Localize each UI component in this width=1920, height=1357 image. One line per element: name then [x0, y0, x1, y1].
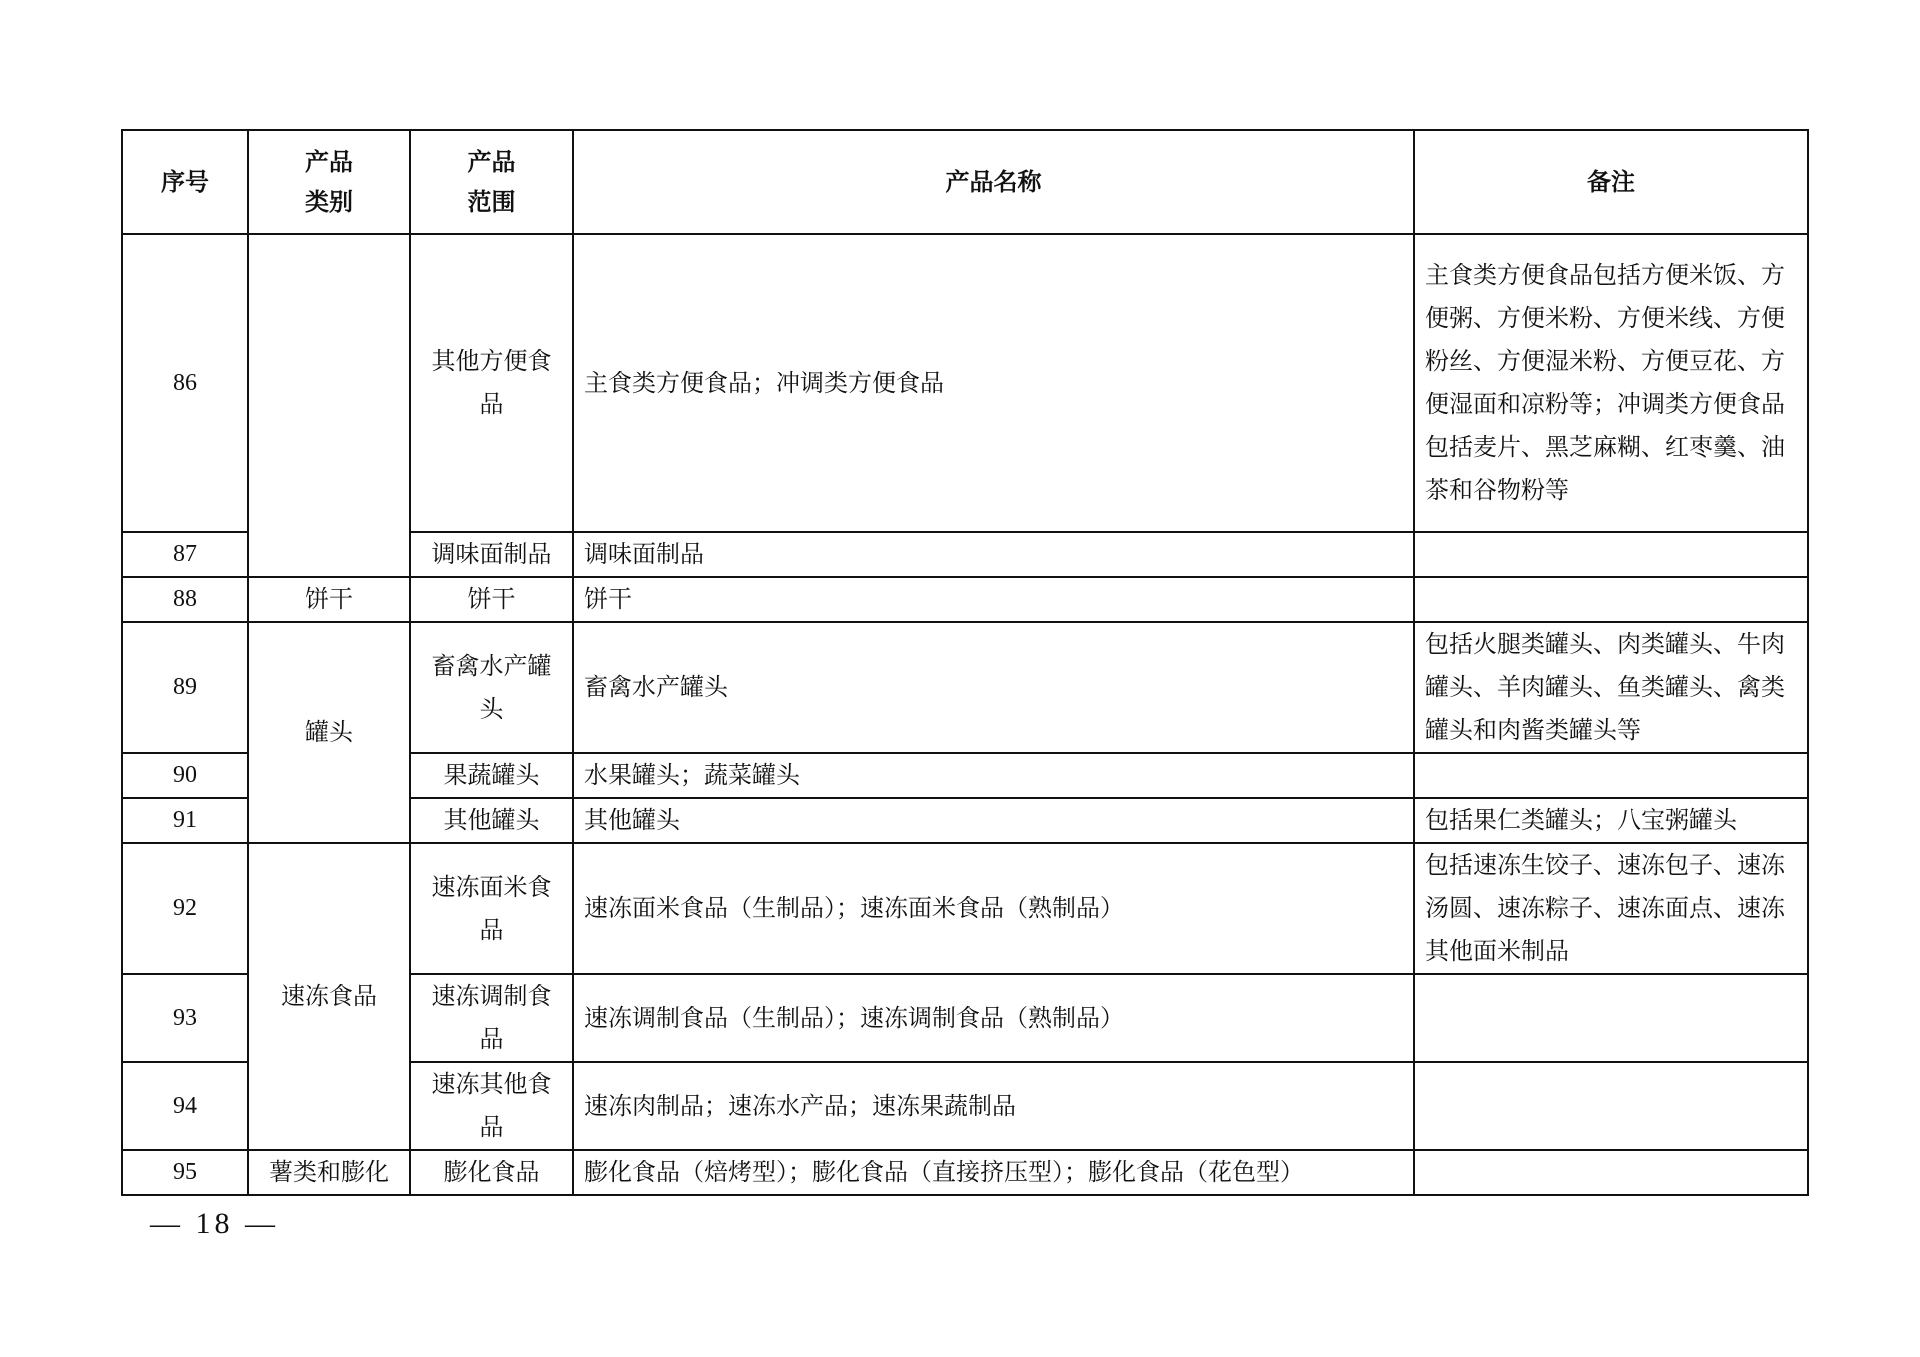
table-row	[122, 577, 1808, 622]
cell-remark	[1414, 753, 1808, 798]
cell-category: 罐头	[248, 622, 410, 843]
cell-remark	[1414, 1062, 1808, 1150]
cell-seq: 92	[122, 843, 248, 974]
cell-category: 薯类和膨化	[248, 1150, 410, 1195]
cell-seq: 93	[122, 974, 248, 1062]
cell-remark: 包括火腿类罐头、肉类罐头、牛肉罐头、羊肉罐头、鱼类罐头、禽类罐头和肉酱类罐头等	[1414, 622, 1808, 753]
cell-seq: 91	[122, 798, 248, 843]
cell-name: 速冻面米食品（生制品）；速冻面米食品（熟制品）	[573, 843, 1414, 974]
page-number: — 18 —	[150, 1207, 279, 1240]
table-row	[122, 1150, 1808, 1195]
cell-name: 速冻调制食品（生制品）；速冻调制食品（熟制品）	[573, 974, 1414, 1062]
cell-scope: 其他方便食品	[410, 234, 573, 532]
cell-scope: 饼干	[410, 577, 573, 622]
header-scope: 产品 范围	[410, 130, 573, 234]
cell-scope: 速冻面米食品	[410, 843, 573, 974]
cell-name: 其他罐头	[573, 798, 1414, 843]
cell-seq: 94	[122, 1062, 248, 1150]
cell-remark: 包括速冻生饺子、速冻包子、速冻汤圆、速冻粽子、速冻面点、速冻其他面米制品	[1414, 843, 1808, 974]
cell-scope: 膨化食品	[410, 1150, 573, 1195]
table-row	[122, 622, 1808, 753]
cell-remark	[1414, 1150, 1808, 1195]
cell-scope: 调味面制品	[410, 532, 573, 577]
header-name: 产品名称	[573, 130, 1414, 234]
cell-seq: 95	[122, 1150, 248, 1195]
cell-scope: 速冻其他食品	[410, 1062, 573, 1150]
cell-name: 速冻肉制品；速冻水产品；速冻果蔬制品	[573, 1062, 1414, 1150]
cell-name: 主食类方便食品；冲调类方便食品	[573, 234, 1414, 532]
cell-seq: 89	[122, 622, 248, 753]
cell-name: 调味面制品	[573, 532, 1414, 577]
cell-seq: 86	[122, 234, 248, 532]
cell-seq: 87	[122, 532, 248, 577]
cell-remark	[1414, 974, 1808, 1062]
cell-remark	[1414, 532, 1808, 577]
header-remark: 备注	[1414, 130, 1808, 234]
cell-name: 畜禽水产罐头	[573, 622, 1414, 753]
cell-scope: 速冻调制食品	[410, 974, 573, 1062]
header-seq: 序号	[122, 130, 248, 234]
cell-seq: 88	[122, 577, 248, 622]
cell-name: 水果罐头；蔬菜罐头	[573, 753, 1414, 798]
cell-category	[248, 234, 410, 577]
cell-seq: 90	[122, 753, 248, 798]
cell-category: 速冻食品	[248, 843, 410, 1150]
cell-remark: 包括果仁类罐头；八宝粥罐头	[1414, 798, 1808, 843]
cell-category: 饼干	[248, 577, 410, 622]
table-row	[122, 843, 1808, 974]
cell-scope: 其他罐头	[410, 798, 573, 843]
table-row	[122, 234, 1808, 532]
cell-name: 饼干	[573, 577, 1414, 622]
product-table	[121, 129, 1809, 1196]
cell-name: 膨化食品（焙烤型）；膨化食品（直接挤压型）；膨化食品（花色型）	[573, 1150, 1414, 1195]
cell-remark: 主食类方便食品包括方便米饭、方便粥、方便米粉、方便米线、方便粉丝、方便湿米粉、方便豆花、方便湿面和凉粉等；冲调类方便食品包括麦片、黑芝麻糊、红枣羹、油茶和谷物粉等	[1414, 234, 1808, 532]
header-category: 产品 类别	[248, 130, 410, 234]
cell-scope: 畜禽水产罐头	[410, 622, 573, 753]
cell-scope: 果蔬罐头	[410, 753, 573, 798]
header-row	[122, 130, 1808, 234]
cell-remark	[1414, 577, 1808, 622]
